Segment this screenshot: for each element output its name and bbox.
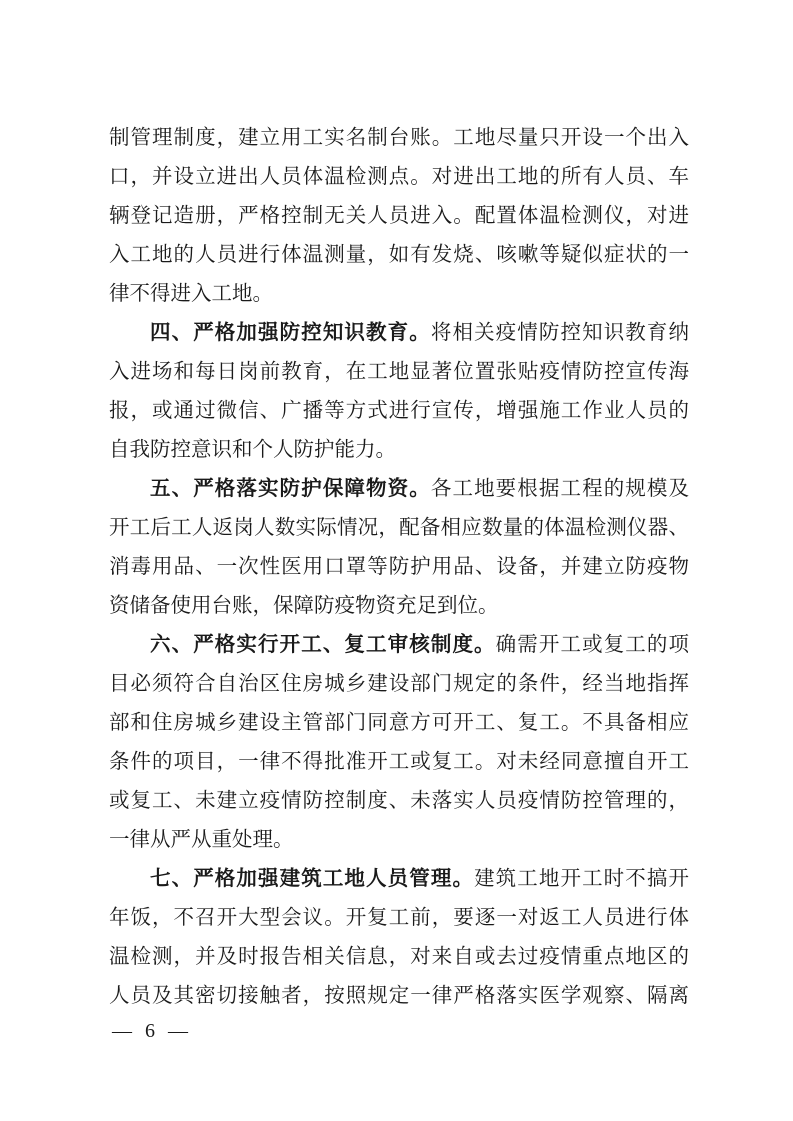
body-text-line: 年饭，不召开大型会议。开复工前，要逐一对返工人员进行体 <box>109 905 689 929</box>
body-text-line: 条件的项目，一律不得批准开工或复工。对未经同意擅自开工 <box>109 749 689 773</box>
body-text-line: 资储备使用台账，保障防疫物资充足到位。 <box>109 593 499 617</box>
section-7-first-line <box>150 858 689 898</box>
page-number: — 6 — <box>112 1020 192 1042</box>
body-text-line: 消毒用品、一次性医用口罩等防护用品、设备，并建立防疫物 <box>109 554 689 578</box>
section-heading: 七、严格加强建筑工地人员管理。 <box>150 866 475 890</box>
body-text-line: 制管理制度，建立用工实名制台账。工地尽量只开设一个出入 <box>109 125 689 149</box>
body-text-line: 律不得进入工地。 <box>109 281 273 305</box>
section-heading: 四、严格加强防控知识教育。 <box>150 320 431 344</box>
body-text-line: 温检测，并及时报告相关信息，对来自或去过疫情重点地区的 <box>109 944 689 968</box>
body-text-line: 口，并设立进出人员体温检测点。对进出工地的所有人员、车 <box>109 164 689 188</box>
section-text: 将相关疫情防控知识教育纳 <box>430 320 690 344</box>
section-5-first-line <box>150 468 689 508</box>
section-4-first-line <box>150 312 689 352</box>
body-text-line: 辆登记造册，严格控制无关人员进入。配置体温检测仪，对进 <box>109 203 689 227</box>
section-text: 确需开工或复工的项 <box>495 632 690 656</box>
section-text: 各工地要根据工程的规模及 <box>430 476 690 500</box>
body-text-line: 或复工、未建立疫情防控制度、未落实人员疫情防控管理的， <box>109 788 689 812</box>
body-text-line: 入进场和每日岗前教育，在工地显著位置张贴疫情防控宣传海 <box>109 359 689 383</box>
body-text-line: 目必须符合自治区住房城乡建设部门规定的条件，经当地指挥 <box>109 671 689 695</box>
section-text: 建筑工地开工时不搞开 <box>474 866 689 890</box>
section-6-first-line <box>150 624 689 664</box>
body-text-line: 开工后工人返岗人数实际情况，配备相应数量的体温检测仪器、 <box>109 515 689 539</box>
body-text-line: 报，或通过微信、广播等方式进行宣传，增强施工作业人员的 <box>109 398 689 422</box>
section-heading: 五、严格落实防护保障物资。 <box>150 476 431 500</box>
body-text-line: 自我防控意识和个人防护能力。 <box>109 437 396 461</box>
body-text-line: 入工地的人员进行体温测量，如有发烧、咳嗽等疑似症状的一 <box>109 242 689 266</box>
body-text-line: 部和住房城乡建设主管部门同意方可开工、复工。不具备相应 <box>109 710 689 734</box>
body-text-line: 人员及其密切接触者，按照规定一律严格落实医学观察、隔离 <box>109 983 689 1007</box>
body-text-line: 一律从严从重处理。 <box>109 827 294 851</box>
section-heading: 六、严格实行开工、复工审核制度。 <box>150 632 496 656</box>
